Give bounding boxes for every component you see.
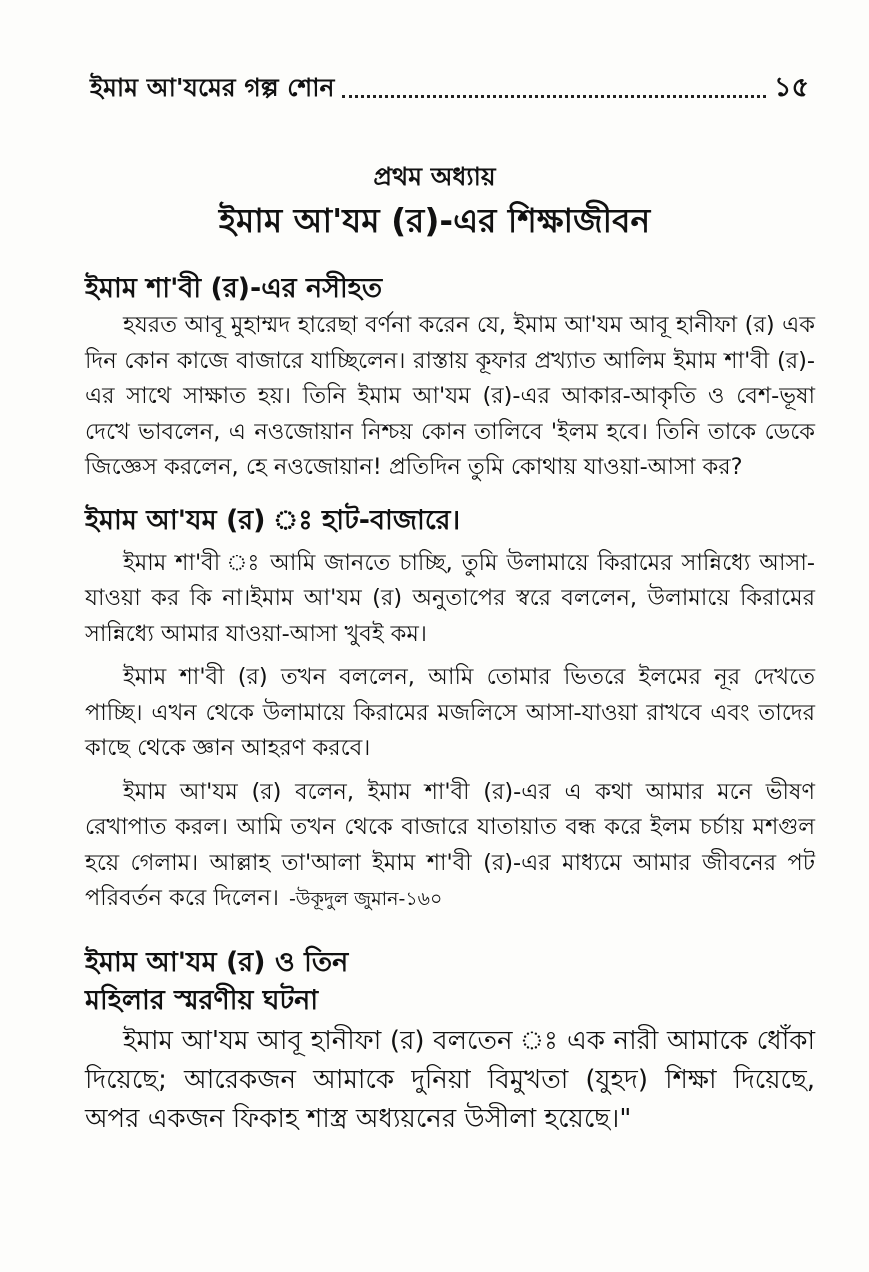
paragraph-question: ইমাম শা'বী ঃ আমি জানতে চাচ্ছি, তুমি উলামায়ে কিরামের সান্নিধ্যে আসা-যাওয়া কর কি না।ইমাম আ'যম (র) অনুতাপের স্বরে বললেন, উলামায়ে কিরামের সান্নিধ্যে আমার যাওয়া-আসা খুবই কম। xyxy=(85,549,815,647)
paragraph-effect-text: ইমাম আ'যম (র) বলেন, ইমাম শা'বী (র)-এর এ কথা আমার মনে ভীষণ রেখাপাত করল। আমি তখন থেকে বাজারে যাতায়াত বন্ধ করে ইলম চর্চায় মশগুল হয়ে গেলাম। আল্লাহ তা'আলা ইমাম শা'বী (র)-এর মাধ্যমে আমার জীবনের পট পরিবর্তন করে দিলেন। xyxy=(85,778,815,911)
page-number: ১৫ xyxy=(773,72,809,103)
citation: -উকূদুল জুমান-১৬০ xyxy=(288,888,443,910)
section-heading-shabi-advice: ইমাম শা'বী (র)-এর নসীহত xyxy=(85,273,383,304)
page-content xyxy=(85,270,815,1139)
paragraph-three-women: ইমাম আ'যম আবূ হানীফা (র) বলতেন ঃ এক নারী আমাকে ধোঁকা দিয়েছে; আরেকজন আমাকে দুনিয়া বিমুখতা (যুহদ) শিক্ষা দিয়েছে, অপর একজন ফিকাহ শাস্ত্র অধ্যয়নের উসীলা হয়েছে।" xyxy=(85,1025,815,1134)
section-heading-three-women-1: ইমাম আ'যম (র) ও তিন xyxy=(85,946,349,978)
section-heading-three-women-2: মহিলার স্মরণীয় ঘটনা xyxy=(85,984,319,1016)
dotted-leader xyxy=(342,95,766,98)
section-heading-reply: ইমাম আ'যম (র) ঃ হাট-বাজারে। xyxy=(85,504,461,536)
chapter-title: ইমাম আ'যম (র)-এর শিক্ষাজীবন xyxy=(218,201,651,240)
paragraph-meeting: হযরত আবূ মুহাম্মদ হারেছা বর্ণনা করেন যে, ইমাম আ'যম আবূ হানীফা (র) এক দিন কোন কাজে বাজারে যাচ্ছিলেন। রাস্তায় কূফার প্রখ্যাত আলিম ইমাম শা'বী (র)-এর সাথে সাক্ষাত হয়। তিনি ইমাম আ'যম (র)-এর আকার-আকৃতি ও বেশ-ভূষা দেখে ভাবলেন, এ নওজোয়ান নিশ্চয় কোন তালিবে 'ইলম হবে। তিনি তাকে ডেকে জিজ্ঞেস করলেন, হে নওজোয়ান! প্রতিদিন তুমি কোথায় যাওয়া-আসা কর? xyxy=(85,312,815,480)
running-header-title: ইমাম আ'যমের গল্প শোন xyxy=(90,73,335,102)
running-header xyxy=(90,64,809,104)
paragraph-effect xyxy=(85,775,815,918)
chapter-label: প্রথম অধ্যায় xyxy=(373,162,496,191)
paragraph-advice: ইমাম শা'বী (র) তখন বললেন, আমি তোমার ভিতরে ইলমের নূর দেখতে পাচ্ছি। এখন থেকে উলামায়ে কিরামের মজলিসে আসা-যাওয়া রাখবে এবং তাদের কাছে থেকে জ্ঞান আহরণ করবে। xyxy=(85,664,815,761)
